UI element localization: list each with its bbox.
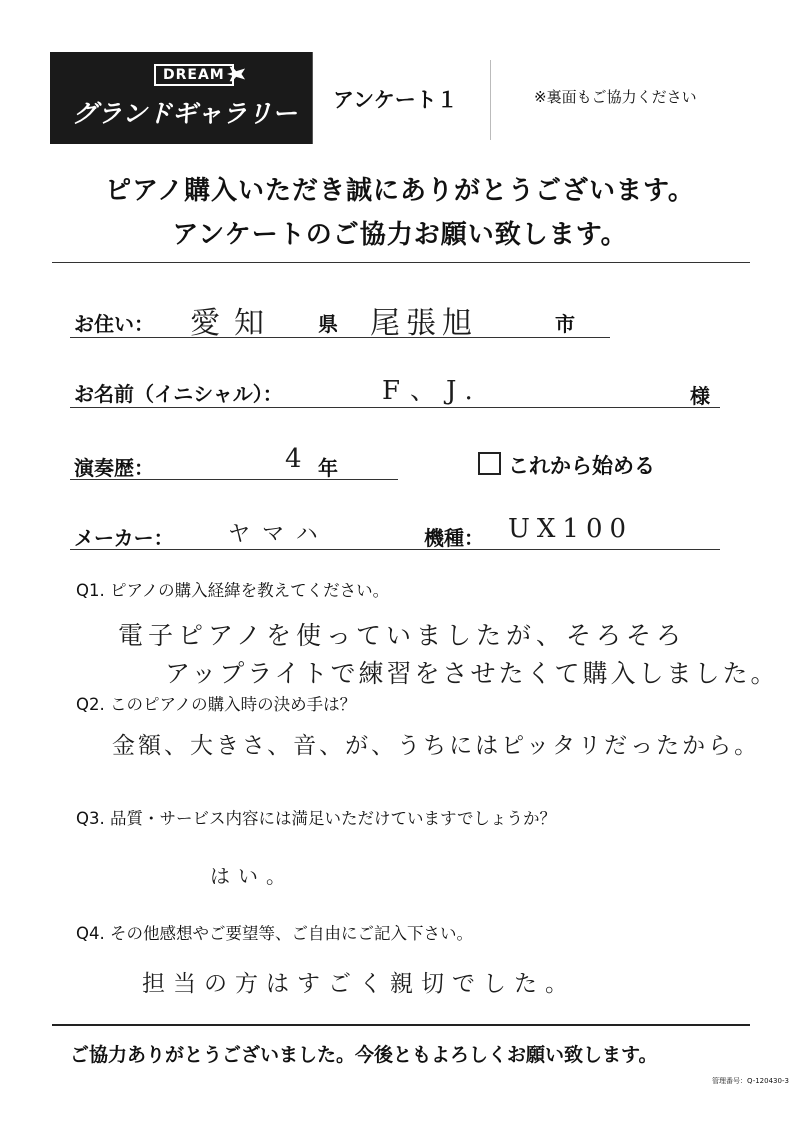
experience-suffix: 年 — [318, 456, 338, 480]
prefecture-suffix: 県 — [318, 312, 338, 336]
prefecture-value[interactable]: 愛知 — [190, 306, 278, 341]
question-2: Q2. このピアノの購入時の決め手は？ — [76, 695, 357, 714]
maker-value[interactable]: ヤマハ — [228, 522, 330, 547]
answer-3[interactable]: はい。 — [210, 864, 294, 888]
brand-name: グランドギャラリー — [72, 99, 298, 128]
question-3: Q3. 品質・サービス内容には満足いただけていますでしょうか？ — [76, 809, 556, 828]
section-divider — [52, 262, 750, 263]
name-underline — [70, 407, 720, 408]
experience-underline — [70, 479, 398, 480]
answer-1-line-1[interactable]: 電子ピアノを使っていましたが、そろそろ — [118, 621, 687, 650]
address-underline — [70, 337, 610, 338]
city-value[interactable]: 尾張旭 — [370, 306, 478, 341]
maker-underline — [70, 549, 720, 550]
answer-1-line-2[interactable]: アップライトで練習をさせたくて購入しました。 — [165, 659, 779, 688]
beginner-checkbox[interactable] — [478, 452, 501, 475]
footer-divider — [52, 1024, 750, 1026]
beginner-option-label: これから始める — [508, 454, 655, 478]
header-divider-light — [490, 60, 491, 140]
question-1: Q1. ピアノの購入経緯を教えてください。 — [76, 581, 390, 600]
brand-logo — [50, 52, 312, 144]
experience-label: 演奏歴： — [74, 456, 154, 480]
request-headline: アンケートのご協力お願い致します。 — [172, 220, 628, 250]
header-divider — [312, 52, 313, 144]
city-suffix: 市 — [555, 312, 575, 336]
back-side-note: ※裏面もご協力ください — [534, 88, 697, 106]
survey-title: アンケート１ — [333, 88, 458, 112]
management-number: 管理番号：Q-120430-3 — [712, 1077, 789, 1085]
name-label: お名前（イニシャル）： — [74, 382, 283, 406]
model-value[interactable]: UX100 — [508, 514, 634, 544]
dream-badge: DREAM — [154, 64, 234, 86]
question-4: Q4. その他感想やご要望等、ご自由にご記入下さい。 — [76, 924, 473, 943]
answer-2[interactable]: 金額、大きさ、音、が、うちにはピッタリだったから。 — [112, 733, 761, 759]
airplane-icon — [225, 64, 247, 84]
answer-4[interactable]: 担当の方はすごく親切でした。 — [142, 971, 576, 997]
address-label: お住い： — [74, 312, 154, 336]
name-value[interactable]: F、J. — [382, 376, 483, 406]
name-suffix: 様 — [690, 384, 710, 408]
model-label: 機種： — [424, 526, 484, 550]
thanks-headline: ピアノ購入いただき誠にありがとうございます。 — [105, 176, 695, 206]
closing-thanks: ご協力ありがとうございました。今後ともよろしくお願い致します。 — [70, 1044, 658, 1066]
experience-value[interactable]: 4 — [285, 444, 306, 474]
maker-label: メーカー： — [74, 526, 174, 550]
